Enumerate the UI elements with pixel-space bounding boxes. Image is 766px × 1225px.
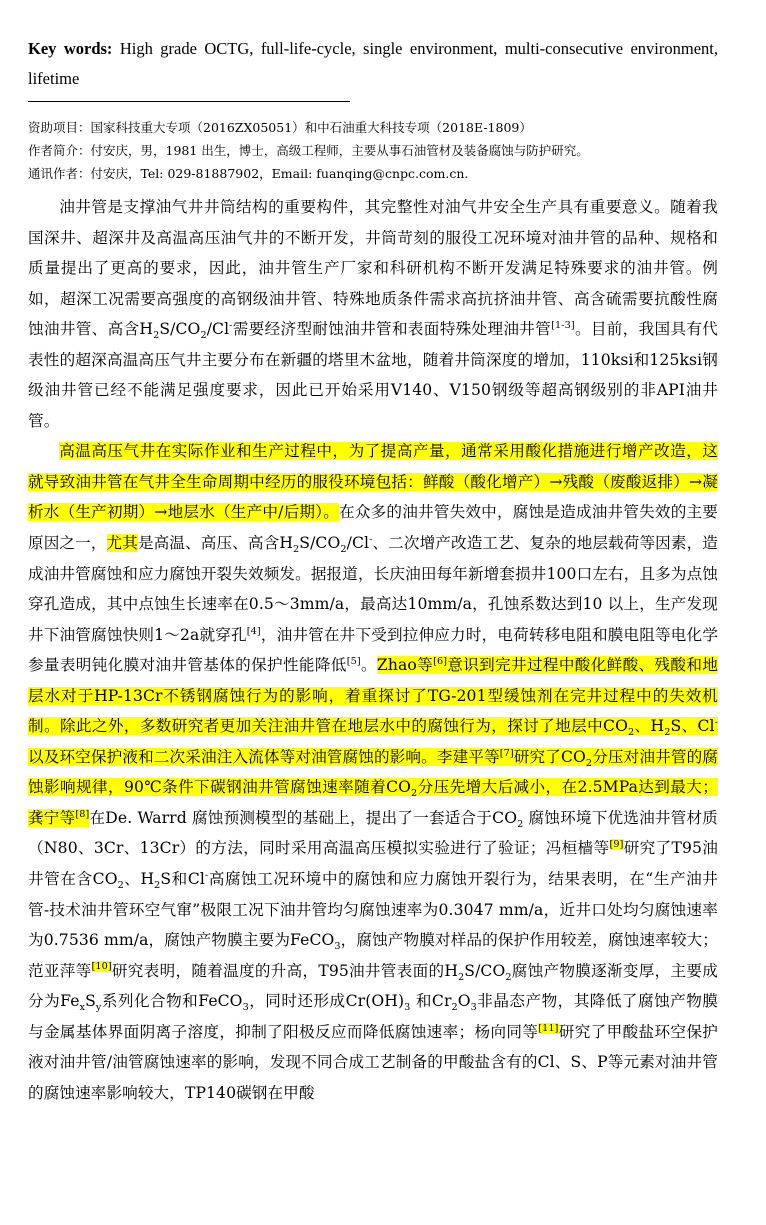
footnotes	[28, 116, 728, 185]
paragraph-2: 高温高压气井在实际作业和生产过程中，为了提高产量，通常采用酸化措施进行增产改造，这就导致油井管在气井全生命周期中经历的服役环境包括：鲜酸（酸化增产）→残酸（废酸返排）→凝析水（生产初期）→地层水（生产中/后期）。在众多的油井管失效中，腐蚀是造成油井管失效的主要原因之一，尤其是高温、高压、高含$H_2S/CO_2/Cl^-$、二次增产改造工艺、复杂的地层载荷等因素，造成油井管腐蚀和应力腐蚀开裂失效频发。据报道，长庆油田每年新增套损井100口左右，且多为点蚀穿孔造成，其中点蚀生长速率在0.5～3mm/a，最高达10mm/a，孔蚀系数达到10 以上，生产发现井下油管腐蚀快则1～2a就穿孔[4]，油井管在井下受到拉伸应力时，电荷转移电阻和膜电阻等电化学参量表明钝化膜对油井管基体的保护性能降低[5]。Zhao等[6]意识到完井过程中酸化鲜酸、残酸和地层水对于HP-13Cr不锈钢腐蚀行为的影响，着重探讨了TG-201型缓蚀剂在完井过程中的失效机制。除此之外，多数研究者更加关注油井管在地层水中的腐蚀行为，探讨了地层中$CO_2$、$H_2S$、Cl-以及环空保护液和二次采油注入流体等对油管腐蚀的影响。李建平等[7]研究了$CO_2$分压对油井管的腐蚀影响规律，90℃条件下碳钢油井管腐蚀速率随着$CO_2$分压先增大后减小，在2.5MPa达到最大；龚宁等[8]在De. Warrd 腐蚀预测模型的基础上，提出了一套适合于$CO_2$ 腐蚀环境下优选油井管材质（N80、3Cr、13Cr）的方法，同时采用高温高压模拟实验进行了验证；冯桓樯等[9]研究了T95油井管在含$CO_2$、$H_2S$和Cl-高腐蚀工况环境中的腐蚀和应力腐蚀开裂行为，结果表明，在“生产油井管-技术油井管环空气窜”极限工况下油井管均匀腐蚀速率为0.3047 mm/a，近井口处均匀腐蚀速率为0.7536 mm/a，腐蚀产物膜主要为FeCO$_3$，腐蚀产物膜对样品的保护作用较差，腐蚀速率较大；范亚萍等[10]研究表明，随着温度的升高，T95油井管表面的$H_2S/CO_2$腐蚀产物膜逐渐变厚，主要成分为$Fe_xS_y$系列化合物和FeCO$_3$，同时还形成$Cr(OH)_3$ 和$Cr_2O_3$非晶态产物，其降低了腐蚀产物膜与金属基体界面阴离子溶度，抑制了阳极反应而降低腐蚀速率；杨向同等[11]研究了甲酸盐环空保护液对油井管/油管腐蚀速率的影响，发现不同合成工艺制备的甲酸盐含有的Cl、S、P等元素对油井管的腐蚀速率影响较大，TP140碳钢在甲酸	[28, 442, 719, 1102]
citation: [9]	[609, 839, 624, 851]
keywords-label: Key words:	[28, 39, 113, 58]
citation: [10]	[91, 961, 112, 973]
citation: [5]	[346, 656, 361, 668]
funding-note: 资助项目：国家科技重大专项（2016ZX05051）和中石油重大科技专项（2018E-1809）	[28, 120, 532, 135]
contact-note: 通讯作者：付安庆，Tel: 029-81887902，Email: fuanqing@cnpc.com.cn.	[28, 166, 469, 181]
citation: [1-3]	[551, 320, 575, 331]
footnote-divider	[28, 101, 350, 102]
paragraph-1: 油井管是支撑油气井井筒结构的重要构件，其完整性对油气井安全生产具有重要意义。随着我国深井、超深井及高温高压油气井的不断开发，井筒苛刻的服役工况环境对油井管的品种、规格和质量提出了更高的要求，因此，油井管生产厂家和科研机构不断开发满足特殊要求的油井管。例如，超深工况需要高强度的高钢级油井管、特殊地质条件需求高抗挤油井管、高含硫需要抗酸性腐蚀油井管、高含$H_2S/CO_2/Cl^-$需要经济型耐蚀油井管和表面特殊处理油井管[1-3]。目前，我国具有代表性的超深高温高压气井主要分布在新疆的塔里木盆地，随着井筒深度的增加，110ksi和125ksi钢级油井管已经不能满足强度要求，因此已开始采用V140、V150钢级等超高钢级别的非API油井管。	[28, 198, 718, 430]
highlight: 尤其	[106, 534, 138, 553]
citation: [7]	[499, 747, 514, 759]
highlight: 高温高压气井在实际作业和生产过程中，为了提高产量，通常采用酸化措施进行增产改造，这就导致油井管在气井全生命周期中经历的服役环境包括：鲜酸（酸化增产）→残酸（废酸返排）→凝析水（生产初期）→地层水（生产中/后期）。	[28, 442, 718, 522]
keywords-text: High grade OCTG, full-life-cycle, single environment, multi-consecutive environment, lifetime	[28, 39, 719, 88]
citation: [6]	[433, 656, 448, 668]
body-text	[28, 192, 718, 1108]
citation: [4]	[246, 625, 261, 637]
author-note: 作者简介：付安庆，男，1981 出生，博士，高级工程师，主要从事石油管材及装备腐蚀与防护研究。	[28, 143, 589, 158]
citation: [8]	[75, 808, 90, 820]
highlight: Zhao等[6]意识到完井过程中酸化鲜酸、残酸和地层水对于HP-13Cr不锈钢腐蚀行为的影响，着重探讨了TG-201型缓蚀剂在完井过程中的失效机制。除此之外，多数研究者更加关注油井管在地层水中的腐蚀行为，探讨了地层中$CO_2$、$H_2S$、Cl-以及环空保护液和二次采油注入流体等对油管腐蚀的影响。李建平等[7]研究了$CO_2$分压对油井管的腐蚀影响规律，90℃条件下碳钢油井管腐蚀速率随着$CO_2$分压先增大后减小，在2.5MPa达到最大；龚宁等[8]	[28, 656, 718, 827]
keywords	[28, 34, 718, 94]
citation: [11]	[538, 1022, 559, 1034]
